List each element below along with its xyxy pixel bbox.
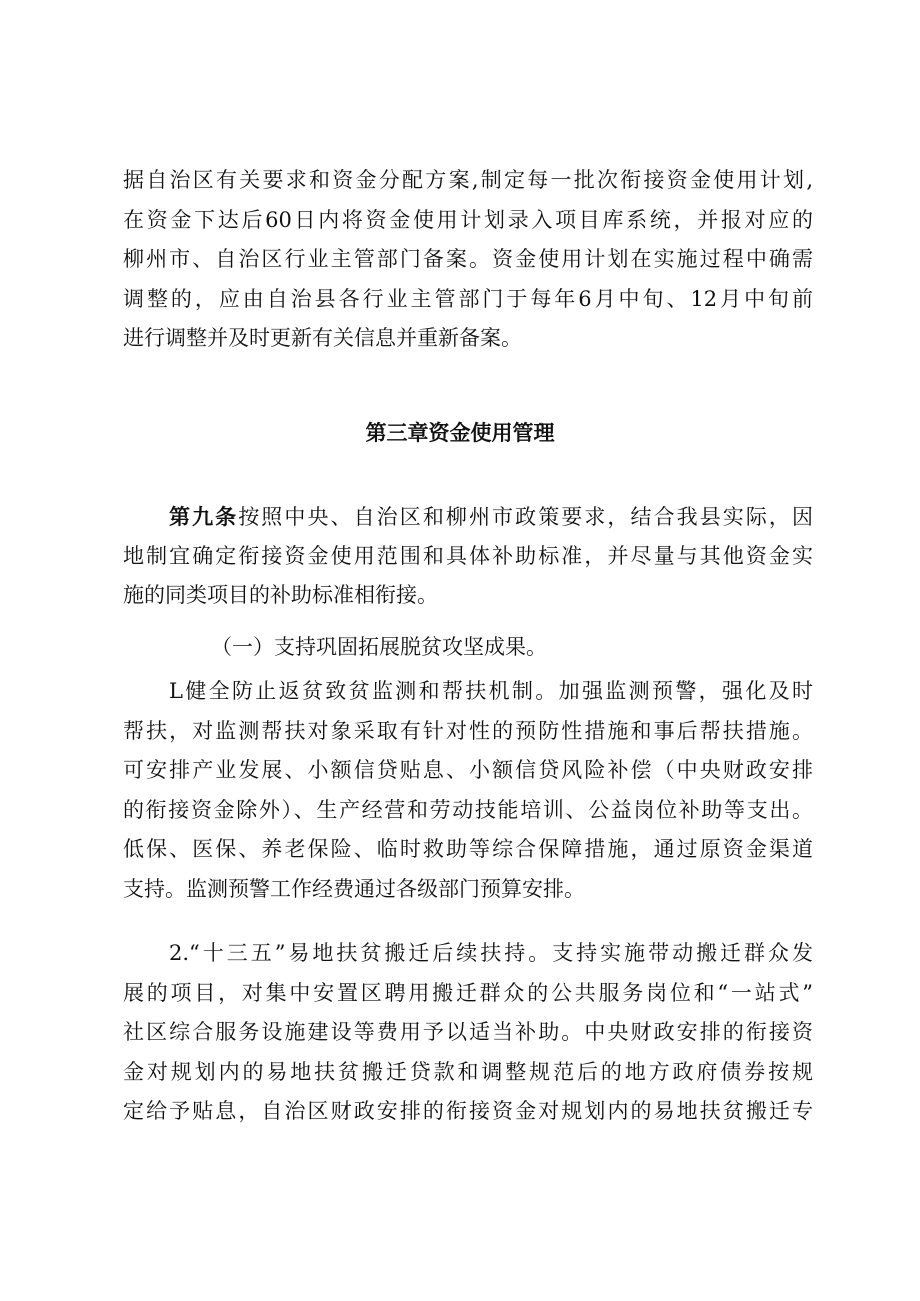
paragraph-line: 金对规划内的易地扶贫搬迁贷款和调整规范后的地方政府债券按规 — [123, 1059, 813, 1084]
paragraph-line: 支持。监测预警工作经费通过各级部门预算安排。 — [123, 876, 585, 901]
paragraph-line: 定给予贴息，自治区财政安排的衔接资金对规划内的易地扶贫搬迁专 — [123, 1099, 813, 1123]
item-two — [123, 934, 813, 1132]
article-nine — [123, 497, 813, 616]
paragraph-line: 施的同类项目的补助标准相衔接。 — [123, 583, 438, 607]
article-first-line — [123, 497, 813, 537]
chapter-heading: 第三章资金使用管理 — [365, 420, 555, 445]
paragraph-line: 展的项目，对集中安置区聘用搬迁群众的公共服务岗位和“一站式” — [123, 980, 813, 1005]
subsection-one — [123, 628, 813, 668]
paragraph-line: 帮扶，对监测帮扶对象采取有针对性的预防性措施和事后帮扶措施。 — [123, 718, 813, 743]
paragraph-line: 在资金下达后60日内将资金使用计划录入项目库系统，并报对应的 — [123, 207, 813, 232]
paragraph-line: 的衔接资金除外）、生产经营和劳动技能培训、公益岗位补助等支出。 — [123, 797, 813, 822]
paragraph-line: 柳州市、自治区行业主管部门备案。资金使用计划在实施过程中确需 — [123, 247, 813, 271]
article-text: 按照中央、自治区和柳州市政策要求，结合我县实际，因 — [238, 505, 813, 529]
paragraph-line: 调整的，应由自治县各行业主管部门于每年6月中旬、12月中旬前 — [123, 286, 813, 311]
paragraph-line: 可安排产业发展、小额信贷贴息、小额信贷风险补偿（中央财政安排 — [123, 758, 813, 782]
paragraph-line: 低保、医保、养老保险、临时救助等综合保障措施，通过原资金渠道 — [123, 837, 813, 861]
paragraph-line: 社区综合服务设施建设等费用予以适当补助。中央财政安排的衔接资 — [123, 1020, 813, 1044]
subsection-title: （一）支持巩固拓展脱贫攻坚成果。 — [211, 635, 547, 659]
paragraph-line: 2.“十三五”易地扶贫搬迁后续扶持。支持实施带动搬迁群众发 — [169, 941, 813, 965]
paragraph-line: L健全防止返贫致贫监测和帮扶机制。加强监测预警，强化及时 — [169, 679, 813, 703]
paragraph-line: 地制宜确定衔接资金使用范围和具体补助标准，并尽量与其他资金实 — [123, 543, 813, 568]
paragraph-line: 进行调整并及时更新有关信息并重新备案。 — [123, 326, 522, 350]
paragraph-line: 据自治区有关要求和资金分配方案,制定每一批次衔接资金使用计划, — [123, 168, 813, 192]
item-one — [123, 672, 813, 909]
article-label: 第九条 — [169, 504, 239, 529]
paragraph-top — [123, 161, 813, 359]
